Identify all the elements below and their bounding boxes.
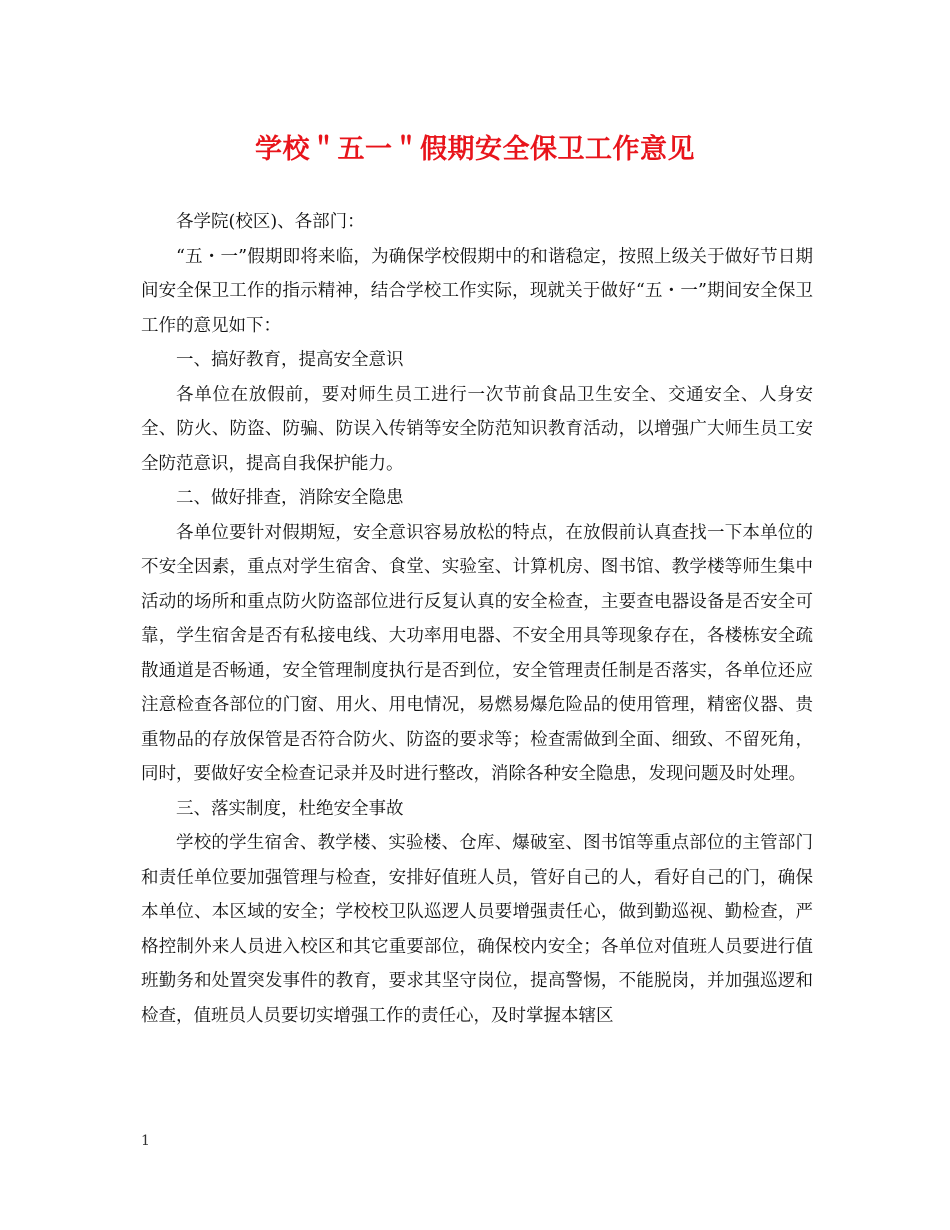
section-paragraph-3: 学校的学生宿舍、教学楼、实验楼、仓库、爆破室、图书馆等重点部位的主管部门和责任单位要加强管理与检查，安排好值班人员，管好自己的人，看好自己的门，确保本单位、本区域的安全；学校校卫队巡逻人员要增强责任心，做到勤巡视、勤检查，严格控制外来人员进入校区和其它重要部位，确保校内安全；各单位对值班人员要进行值班勤务和处置突发事件的教育，要求其坚守岗位，提高警惕，不能脱岗，并加强巡逻和检查，值班员人员要切实增强工作的责任心，及时掌握本辖区 bbox=[141, 833, 813, 1026]
section-paragraph-1: 各单位在放假前，要对师生员工进行一次节前食品卫生安全、交通安全、人身安全、防火、防盗、防骗、防误入传销等安全防范知识教育活动，以增强广大师生员工安全防范意识，提高自我保护能力。 bbox=[141, 384, 813, 474]
document-title: 学校＂五一＂假期安全保卫工作意见 bbox=[255, 134, 695, 165]
section-heading-3: 三、落实制度，杜绝安全事故 bbox=[176, 798, 404, 819]
salutation: 各学院(校区)、各部门： bbox=[176, 212, 365, 232]
section-heading-2: 二、做好排查，消除安全隐患 bbox=[176, 488, 404, 508]
intro-paragraph: “五・一”假期即将来临，为确保学校假期中的和谐稳定，按照上级关于做好节日期间安全保卫工作的指示精神，结合学校工作实际，现就关于做好“五・一”期间安全保卫工作的意见如下： bbox=[141, 246, 813, 336]
section-heading-1: 一、搞好教育，提高安全意识 bbox=[176, 350, 404, 370]
section-paragraph-2: 各单位要针对假期短，安全意识容易放松的特点，在放假前认真查找一下本单位的不安全因素，重点对学生宿舍、食堂、实验室、计算机房、图书馆、教学楼等师生集中活动的场所和重点防火防盗部位进行反复认真的安全检查，主要查电器设备是否安全可靠，学生宿舍是否有私接电线、大功率用电器、不安全用具等现象存在，各楼栋安全疏散通道是否畅通，安全管理制度执行是否到位，安全管理责任制是否落实，各单位还应注意检查各部位的门窗、用火、用电情况，易燃易爆危险品的使用管理，精密仪器、贵重物品的存放保管是否符合防火、防盗的要求等；检查需做到全面、细致、不留死角，同时，要做好安全检查记录并及时进行整改，消除各种安全隐患，发现问题及时处理。 bbox=[141, 522, 813, 784]
document-body bbox=[141, 205, 813, 1033]
page-number: 1 bbox=[141, 1133, 150, 1149]
